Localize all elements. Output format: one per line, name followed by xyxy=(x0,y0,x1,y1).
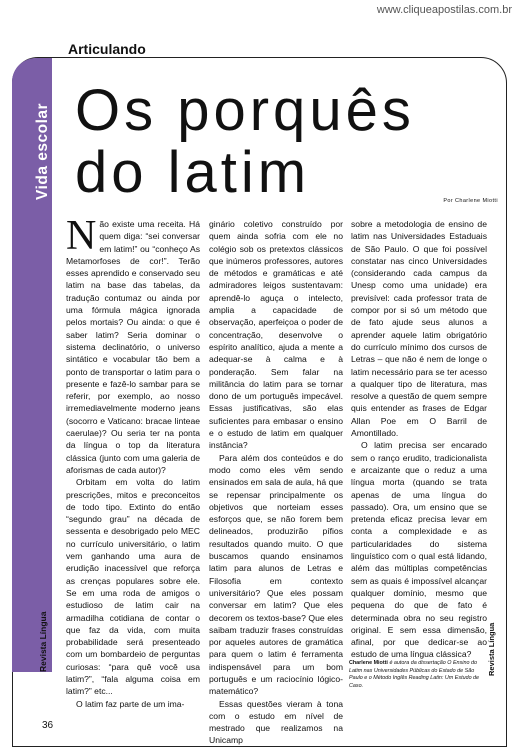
byline: Por Charlene Miotti xyxy=(443,198,498,204)
paragraph: ginário coletivo construído por quem ainda sofria com ele no colégio sob os pretextos clássicos que inúmeros professores, autores de métodos e gramáticas e até admiradores leigos sustentavam: aprendê-lo aguça o intelecto, amplia a capacidade de observação, aperfeiçoa o poder de concentração, desenvolve o espírito analítico, ajuda a mente a adequar-se à calma e à ponderação. Sem falar na militância do latim para se tornar dono de um português impecável. Essas justificativas, são elas suficientes para embasar o ensino e o estudo de latim em qualquer instância? xyxy=(209,219,343,451)
sidebar-label: Vida escolar xyxy=(34,102,51,200)
paragraph: Não existe uma receita. Há quem diga: “sei conversar em latim!” ou “conheço As Metamorfoses de cor!”. Terão esses aprendido e conservado seu latim na base das tabelas, da tradução contumaz ou ainda por uma fórmula mágica ignorada pelos mortais? Ou ainda: o que é saber latim? Seria dominar o sistema declinatório, o universo sintático e vocabular tão bem a ponto de transportar o latim para o presente e fazê-lo sambar para se referir, por exemplo, ao nosso irremediavelmente moderno jeans (socorro e Vaticano: bracae linteae caerulae)? Ou seria ter na ponta da língua o top da literatura clássica (junto com uma galeria de aforismas de cada autor)? xyxy=(66,213,200,475)
paragraph: Orbitam em volta do latim prescrições, mitos e preconceitos de todo tipo. Extinto do então “segundo grau” na década de sessenta e desobrigado pelo MEC no currículo universitário, o latim vem ganhando uma aura de erudição inacessível que reforça as crenças populares sobre ele. Se em uma roda de amigos o estudioso de latim cair na armadilha cotidiana de contar o que faz da vida, com muita probabilidade será presenteado com um bombardeio de perguntas curiosas: “para quê você usa latim?”, “fala alguma coisa em latim?” etc... xyxy=(66,477,200,697)
magazine-label-left: Revista Língua xyxy=(38,611,48,672)
author-bio xyxy=(349,660,489,690)
page-number: 36 xyxy=(42,720,54,731)
article-title: Os porquês do latim xyxy=(75,78,415,205)
section-kicker: Articulando xyxy=(68,41,146,57)
paragraph: O latim precisa ser encarado sem o ranço erudito, tradicionalista e arcaizante que o reduz a uma língua morta (quando se trata apenas de uma língua do passado). Ora, um ensino que se pretenda eficaz precisa levar em conta a complexidade e as particularidades do sistema linguístico com o qual está lidando, além das múltiplas competências sem as quais é impossível alcançar qualquer domínio, mesmo que pequena do que de fato é determinada obra no seu registro original. E sem essa dimensão, afinal, por que dedicar-se ao estudo de uma língua clássica? xyxy=(351,440,487,660)
paragraph: O latim faz parte de um ima- xyxy=(76,698,185,709)
author-name: Charlene Miotti xyxy=(349,660,388,666)
drop-cap: N xyxy=(66,213,97,259)
author-bio-text: é autora da dissertação O Ensino do Latim nas Universidades Públicas do Estado de São Paulo e o Método Inglês Reading Latin: Um Estudo de Caso. xyxy=(349,660,480,689)
paragraph: Essas questões vieram à tona com o estudo em nível de mestrado que realizamos na Unicamp xyxy=(209,698,343,746)
magazine-label-right: Revista Língua xyxy=(487,622,496,676)
paragraph: sobre a metodologia de ensino de latim nas Universidades Estaduais de São Paulo. O que foi possível constatar nas cinco Universidades (considerando cada campus da Unesp como uma unidade) era previsível: cada professor trata de compor por si só um método que de fato ajude seus alunos a aprender aquele latim obrigatório do currículo mínimo dos cursos de Letras – que não é nem de longe o latim necessário para se ter acesso a qualquer tipo de literatura, mas resolve a questão de quem sempre quis entender as frases de Edgar Allan Poe em O Barril de Amontillado. xyxy=(351,219,487,439)
text-column-2 xyxy=(209,218,343,747)
text-column-3 xyxy=(351,218,487,661)
site-url[interactable]: www.cliqueapostilas.com.br xyxy=(376,4,512,16)
text-column-1 xyxy=(66,213,200,710)
paragraph: Para além dos conteúdos e do modo como eles vêm sendo ensinados em sala de aula, há que se repensar principalmente os objetivos que norteiam esses esforços que, se não forem bem delineados, produzirão pífios resultados quando muito. O que buscamos quando ensinamos latim para alunos de Letras e Filosofia em contexto universitário? Que eles possam conversar em latim? Que eles decorem os textos-base? Que eles saibam traduzir frases construídas por aqueles autores de gramática para quem o latim é ferramenta indispensável para um bom português e um raciocínio lógico-matemático? xyxy=(209,452,343,697)
